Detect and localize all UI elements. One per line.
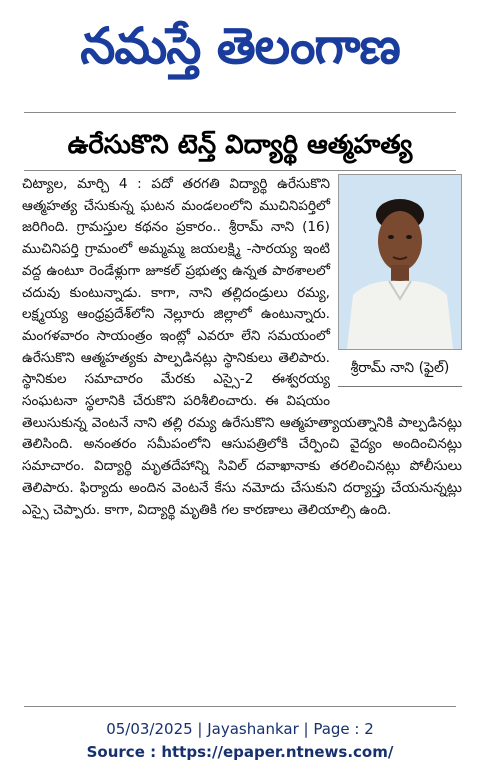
student-photo [338,174,462,350]
portrait-illustration [339,175,461,349]
footer-divider [24,706,456,707]
headline-divider [24,170,456,171]
masthead-divider [24,112,456,113]
newspaper-masthead: నమస్తే తెలంగాణ [80,16,400,75]
photo-caption: శ్రీరామ్ నాని (ఫైల్) [338,350,462,387]
edition-info: 05/03/2025 | Jayashankar | Page : 2 [106,720,374,738]
article-body-text: చిట్యాల, మార్చి 4 : పదో తరగతి విద్యార్థి ఉరేసుకొని ఆత్మహత్య చేసుకున్న ఘటన మండలంలోని ముచినిపర్తిలో జరిగింది. గ్రామస్తుల కథనం ప్రకారం.. శ్రీరామ్ నాని (16) ముచినిపర్తి గ్రామంలో అమ్మమ్మ జయలక్ష్మి -సారయ్య ఇంటి వద్ద ఉంటూ రెండేళ్లుగా జూకల్ ప్రభుత్వ ఉన్నత పాఠశాలలో చదువు కుంటున్నాడు. కాగా, నాని తల్లిదండ్రులు రమ్య, లక్ష్మయ్య ఆంధ్రప్రదేశ్‌లోని నెల్లూరు జిల్లాలో ఉంటున్నారు. మంగళవారం సాయంత్రం ఇంట్లో ఎవరూ లేని సమయంలో ఉరేసుకొని ఆత్మహత్యకు పాల్పడినట్లు స్థానికులు తెలిపారు. స్థానికుల సమాచారం మేరకు ఎస్సై-2 ఈశ్వరయ్య సంఘటనా స్థలానికి చేరుకొని పరిశీలించారు. ఈ విషయం తెలుసుకున్న వెంటనే నాని తల్లి రమ్య ఉరేసుకొని ఆత్మహత్యాయత్నానికి పాల్పడినట్లు తెలిసింది. అనంతరం సమీపంలోని ఆసుపత్రిలోకి చేర్పించి వైద్యం అందించినట్లు సమాచారం. విద్యార్థి మృతదేహాన్ని సివిల్ దవాఖానాకు తరలించినట్లు పోలీసులు తెలిపారు. ఫిర్యాదు అందిన వెంటనే కేసు నమోదు చేసుకుని దర్యాప్తు చేయనున్నట్లు ఎస్సై చెప్పారు. కాగా, విద్యార్థి మృతికి గల కారణాలు తెలియాల్సి ఉంది. [22,176,462,518]
source-link[interactable]: Source : https://epaper.ntnews.com/ [86,743,394,761]
article-headline: ఉరేసుకొని టెన్త్ విద్యార్థి ఆత్మహత్య [67,130,413,160]
photo-box [338,174,462,390]
article-body-column [22,174,462,521]
